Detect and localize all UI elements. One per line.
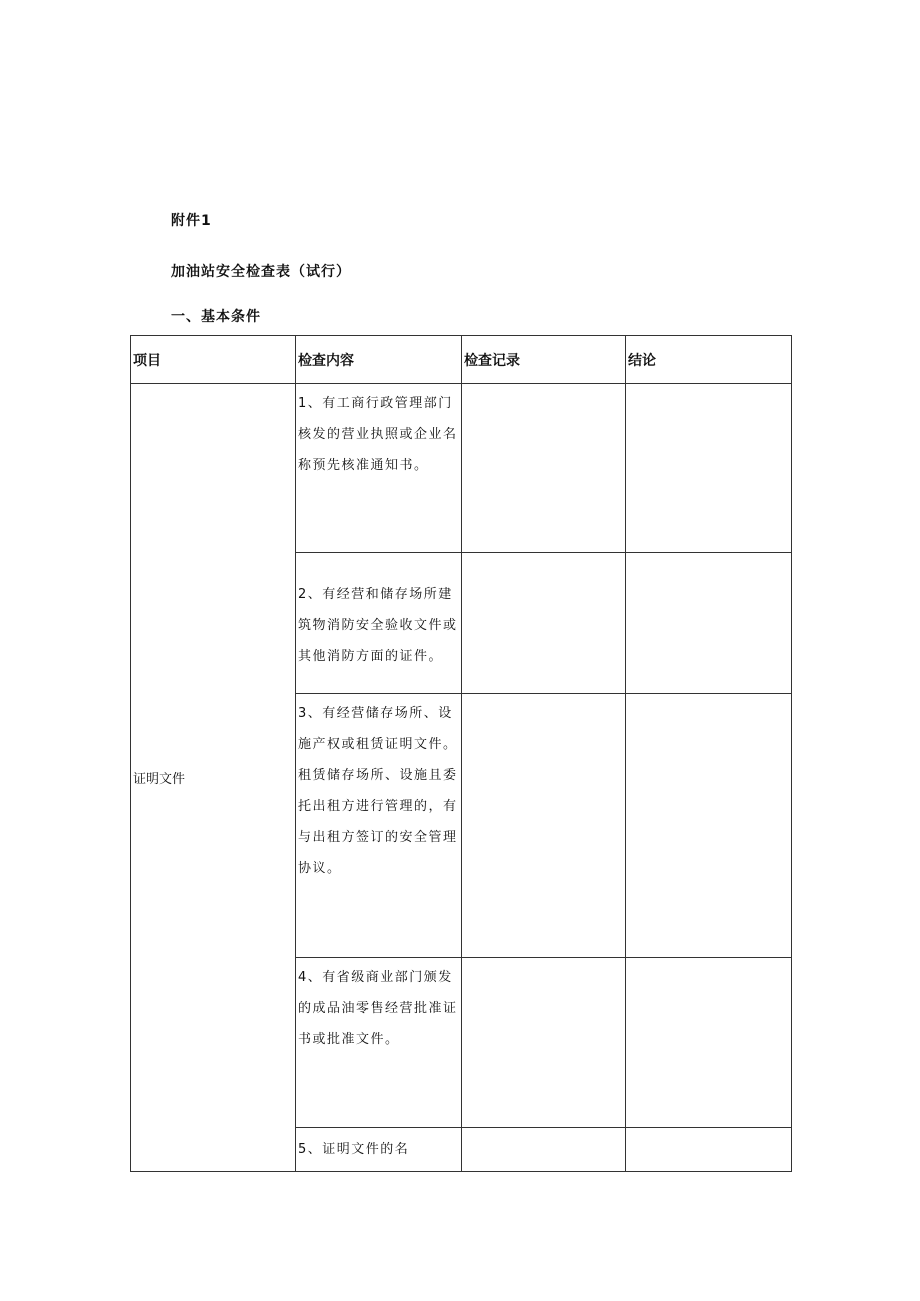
conclusion-cell — [626, 958, 792, 1128]
column-header-content: 检查内容 — [296, 336, 462, 384]
content-cell: 4、有省级商业部门颁发的成品油零售经营批准证书或批准文件。 — [296, 958, 462, 1128]
column-header-conclusion: 结论 — [626, 336, 792, 384]
document-title: 加油站安全检查表（试行） — [171, 264, 351, 280]
safety-check-table — [130, 335, 792, 1172]
content-cell: 3、有经营储存场所、设施产权或租赁证明文件。租赁储存场所、设施且委托出租方进行管理的，有与出租方签订的安全管理协议。 — [296, 694, 462, 958]
record-cell — [462, 1128, 626, 1172]
conclusion-cell — [626, 384, 792, 553]
table-row — [131, 384, 792, 553]
table-header-row — [131, 336, 792, 384]
attachment-label: 附件1 — [171, 213, 212, 229]
item-cell: 证明文件 — [131, 384, 296, 1172]
content-cell: 1、有工商行政管理部门核发的营业执照或企业名称预先核准通知书。 — [296, 384, 462, 553]
column-header-item: 项目 — [131, 336, 296, 384]
record-cell — [462, 553, 626, 694]
column-header-record: 检查记录 — [462, 336, 626, 384]
conclusion-cell — [626, 694, 792, 958]
section-heading: 一、基本条件 — [171, 309, 261, 325]
conclusion-cell — [626, 1128, 792, 1172]
record-cell — [462, 958, 626, 1128]
conclusion-cell — [626, 553, 792, 694]
record-cell — [462, 384, 626, 553]
content-cell: 2、有经营和储存场所建筑物消防安全验收文件或其他消防方面的证件。 — [296, 553, 462, 694]
content-cell: 5、证明文件的名 — [296, 1128, 462, 1172]
record-cell — [462, 694, 626, 958]
